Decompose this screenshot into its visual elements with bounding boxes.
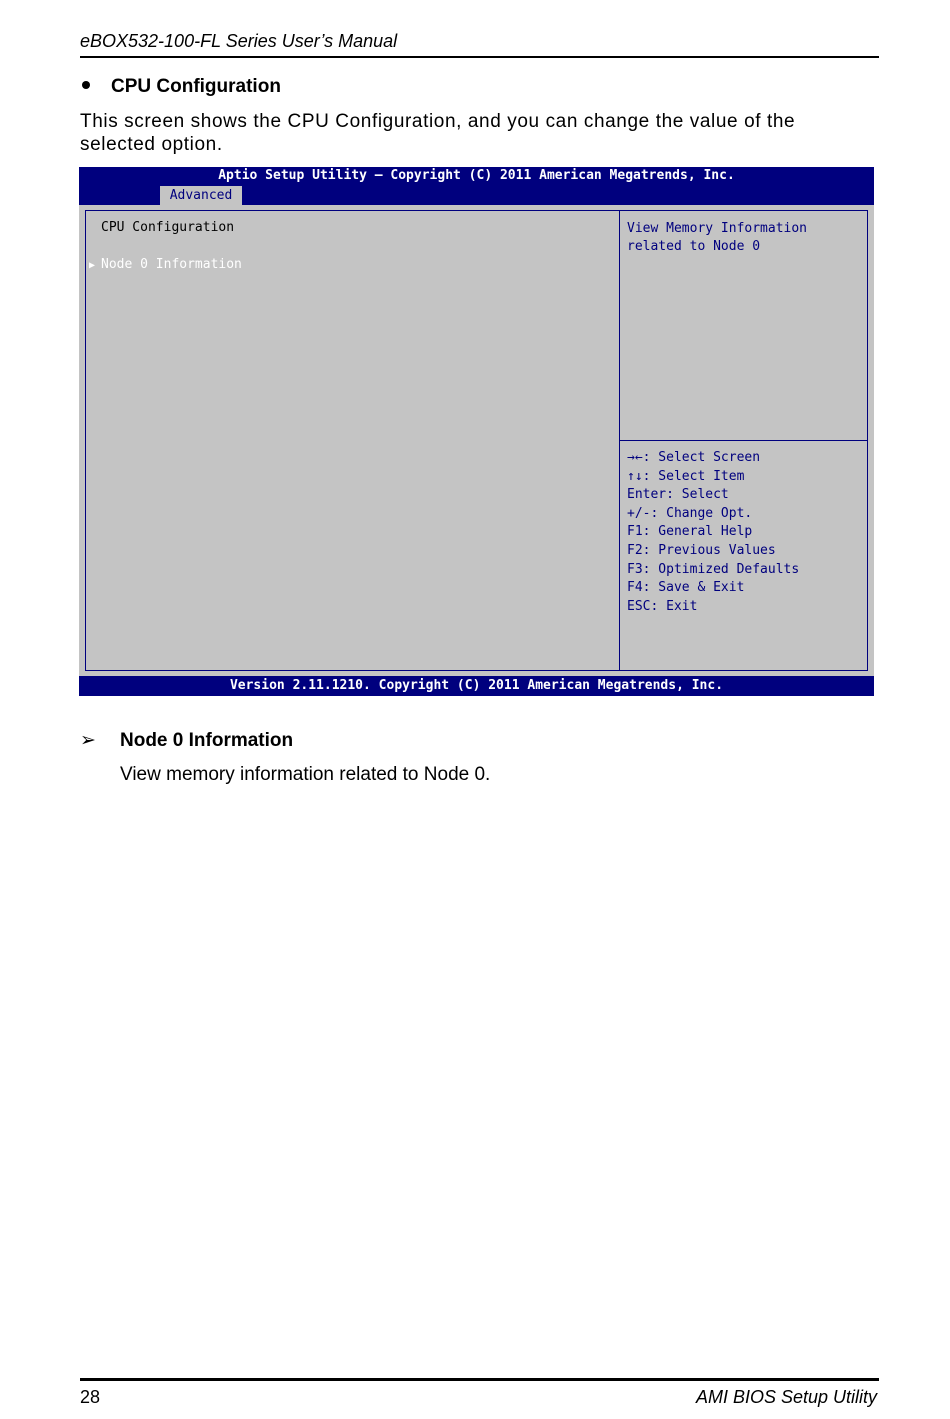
key-hint: F1: General Help (627, 524, 753, 540)
bios-screenshot (79, 167, 874, 696)
menu-item-label: Node 0 Information (101, 257, 242, 272)
bios-help-text (627, 220, 862, 256)
bios-version-bar: Version 2.11.1210. Copyright (C) 2011 American Megatrends, Inc. (79, 676, 874, 696)
bios-panel-heading: CPU Configuration (101, 220, 235, 235)
arrow-bullet-icon: ➢ (80, 730, 96, 751)
key-hint: F2: Previous Values (627, 542, 776, 558)
key-hint: Enter: Select (627, 487, 729, 503)
bios-title-bar (79, 167, 874, 205)
key-hint: +/-: Change Opt. (627, 505, 753, 521)
subsection-title (80, 729, 293, 753)
key-hint: ↑↓: Select Item (627, 468, 745, 484)
subsection-description: View memory information related to Node 0. (120, 764, 491, 785)
subsection-title-text: Node 0 Information (120, 730, 294, 751)
key-hint: F3: Optimized Defaults (627, 561, 800, 577)
bios-options-panel (86, 211, 620, 670)
bullet-icon (82, 81, 90, 89)
key-legend (627, 449, 799, 616)
intro-paragraph: This screen shows the CPU Configuration, and you can change the value of the selected option. (80, 111, 796, 155)
section-title (80, 75, 281, 99)
section-title-text: CPU Configuration (111, 76, 281, 97)
help-divider (620, 440, 867, 441)
help-line: related to Node 0 (627, 239, 761, 254)
running-header (80, 30, 879, 58)
tab-advanced[interactable]: Advanced (160, 186, 242, 205)
bios-main-frame (85, 210, 868, 671)
key-hint: ESC: Exit (627, 598, 698, 614)
submenu-arrow-icon: ▶ (89, 260, 96, 271)
manual-title: eBOX532-100-FL Series User’s Manual (80, 31, 398, 51)
key-hint: →←: Select Screen (627, 450, 761, 465)
page-number: 28 (80, 1387, 101, 1407)
menu-item-node-0-information[interactable] (89, 257, 242, 274)
footer-title: AMI BIOS Setup Utility (695, 1387, 877, 1407)
running-footer (80, 1378, 879, 1408)
key-hint: F4: Save & Exit (627, 580, 745, 596)
help-line: View Memory Information (627, 221, 808, 236)
bios-title: Aptio Setup Utility – Copyright (C) 2011 American Megatrends, Inc. (218, 168, 735, 183)
